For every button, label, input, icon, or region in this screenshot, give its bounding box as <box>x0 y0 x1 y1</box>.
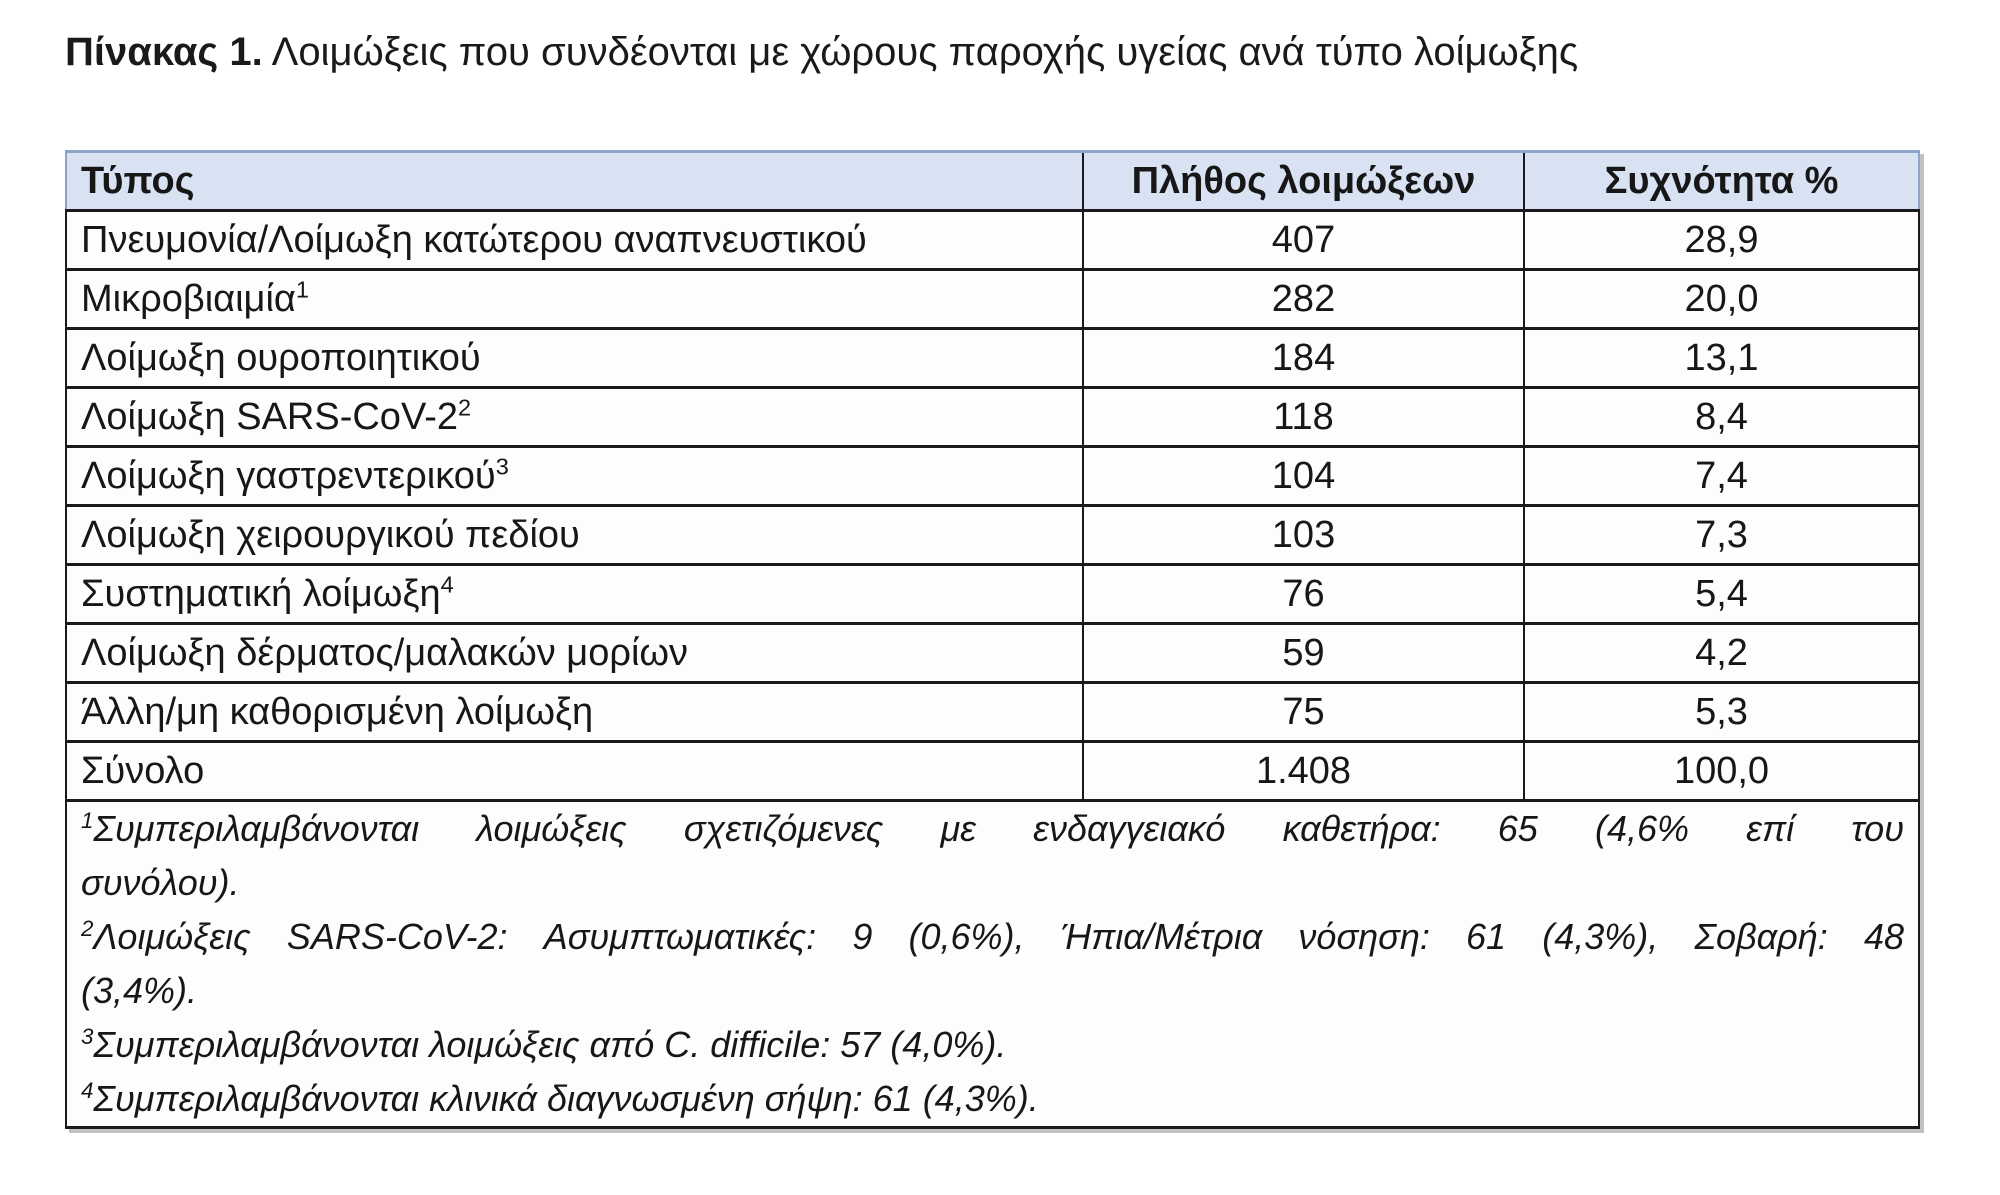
cell-infection-pct: 20,0 <box>1524 270 1919 329</box>
cell-infection-type: Λοίμωξη δέρματος/μαλακών μορίων <box>66 624 1083 683</box>
cell-infection-count: 1.408 <box>1083 742 1524 801</box>
cell-infection-count: 104 <box>1083 447 1524 506</box>
cell-infection-pct: 13,1 <box>1524 329 1919 388</box>
infections-table <box>65 150 1920 1129</box>
table-row <box>66 565 1919 624</box>
cell-infection-pct: 8,4 <box>1524 388 1919 447</box>
cell-infection-type: Σύνολο <box>66 742 1083 801</box>
header-pct: Συχνότητα % <box>1524 152 1919 211</box>
table-row <box>66 742 1919 801</box>
table-row <box>66 388 1919 447</box>
table-header <box>66 152 1919 211</box>
cell-infection-type: Πνευμονία/Λοίμωξη κατώτερου αναπνευστικού <box>66 211 1083 270</box>
table-caption-label: Πίνακας 1. <box>65 30 263 74</box>
footnotes <box>66 801 1919 1128</box>
cell-infection-count: 76 <box>1083 565 1524 624</box>
header-row <box>66 152 1919 211</box>
footnote-line: $^4$Συμπεριλαμβάνονται κλινικά διαγνωσμένη σήψη: 61 (4,3%). <box>81 1078 1039 1119</box>
table-row <box>66 624 1919 683</box>
cell-infection-pct: 100,0 <box>1524 742 1919 801</box>
header-count: Πλήθος λοιμώξεων <box>1083 152 1524 211</box>
table-row <box>66 329 1919 388</box>
footnote-line: $^3$Συμπεριλαμβάνονται λοιμώξεις από C. difficile: 57 (4,0%). <box>81 1024 1007 1065</box>
cell-infection-type: Λοίμωξη SARS-$CoV-2^2$ <box>66 388 1083 447</box>
cell-infection-count: 118 <box>1083 388 1524 447</box>
cell-infection-type: Μικροβιαιμία$^1$ <box>66 270 1083 329</box>
cell-infection-pct: 7,3 <box>1524 506 1919 565</box>
cell-infection-type: Άλλη/μη καθορισμένη λοίμωξη <box>66 683 1083 742</box>
footnote-line: $^2$Λοιμώξεις SARS-CoV-2: Ασυμπτωματικές: 9 (0,6%), Ήπια/Μέτρια νόσηση: 61 (4,3%), Σοβαρή: 48 <box>81 916 1904 957</box>
table-row <box>66 506 1919 565</box>
footnotes-row <box>66 801 1919 1128</box>
cell-infection-count: 282 <box>1083 270 1524 329</box>
header-type: Τύπος <box>66 152 1083 211</box>
cell-infection-count: 103 <box>1083 506 1524 565</box>
table-caption-text: Λοιμώξεις που συνδέονται με χώρους παροχής υγείας ανά τύπο λοίμωξης <box>262 30 1579 74</box>
cell-infection-type: Συστηματική λοίμωξη$^4$ <box>66 565 1083 624</box>
footnote-line: συνόλου). <box>81 862 240 903</box>
table-caption <box>65 26 1578 78</box>
cell-infection-pct: 5,4 <box>1524 565 1919 624</box>
cell-infection-type: Λοίμωξη χειρουργικού πεδίου <box>66 506 1083 565</box>
table-row <box>66 447 1919 506</box>
cell-infection-pct: 7,4 <box>1524 447 1919 506</box>
table-row <box>66 270 1919 329</box>
table-row <box>66 211 1919 270</box>
cell-infection-count: 59 <box>1083 624 1524 683</box>
cell-infection-count: 407 <box>1083 211 1524 270</box>
table-row <box>66 683 1919 742</box>
footnote-line: (3,4%). <box>81 970 198 1011</box>
table-body <box>66 211 1919 801</box>
cell-infection-count: 184 <box>1083 329 1524 388</box>
cell-infection-pct: 4,2 <box>1524 624 1919 683</box>
footnote-line: $^1$Συμπεριλαμβάνονται λοιμώξεις σχετιζόμενες με ενδαγγειακό καθετήρα: 65 (4,6% επί του <box>81 808 1904 849</box>
cell-infection-type: Λοίμωξη ουροποιητικού <box>66 329 1083 388</box>
table-foot <box>66 801 1919 1128</box>
cell-infection-pct: 5,3 <box>1524 683 1919 742</box>
cell-infection-count: 75 <box>1083 683 1524 742</box>
cell-infection-type: Λοίμωξη γαστρεντερικού$^3$ <box>66 447 1083 506</box>
cell-infection-pct: 28,9 <box>1524 211 1919 270</box>
